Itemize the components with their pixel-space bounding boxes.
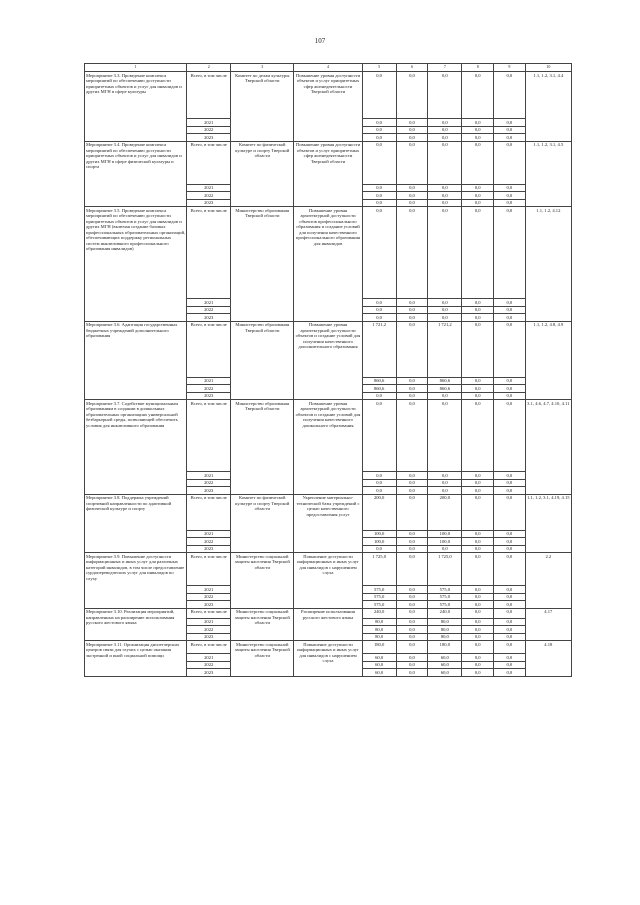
funding-value: 575,0 bbox=[428, 586, 462, 594]
funding-value: 0,0 bbox=[396, 321, 428, 377]
funding-value: 0,0 bbox=[396, 299, 428, 307]
funding-value: 0,0 bbox=[396, 661, 428, 669]
funding-value: 0,0 bbox=[428, 392, 462, 400]
measure-name: Мероприятие 3.9. Повышение доступности информационных и иных услуг для различных категорий инвалидов, в том числе предоставление сурдопереводческих услуг для инвалидов по слуху bbox=[85, 553, 187, 609]
column-number-row bbox=[85, 64, 572, 72]
measure-indicators: 1.1, 1.2, 3.1, 4.19, 4.15 bbox=[525, 494, 571, 553]
funding-value: 0,0 bbox=[494, 601, 526, 609]
measure-executor: Министерство образования Тверской области bbox=[231, 400, 294, 495]
year-label: 2022 bbox=[187, 626, 231, 634]
column-number: 8 bbox=[462, 64, 494, 72]
total-label: Всего, в том числе bbox=[187, 608, 231, 618]
column-number: 2 bbox=[187, 64, 231, 72]
measure-name: Мероприятие 3.10. Реализация мероприятий, направленных на расширение использования русского жестового языка bbox=[85, 608, 187, 641]
funding-value: 0,0 bbox=[362, 487, 396, 495]
measure-indicators: 1.1, 1.2, 4.12 bbox=[525, 207, 571, 322]
funding-value: 0,0 bbox=[494, 586, 526, 594]
funding-value: 0,0 bbox=[462, 669, 494, 677]
year-label: 2022 bbox=[187, 593, 231, 601]
total-label: Всего, в том числе bbox=[187, 321, 231, 377]
funding-value: 0,0 bbox=[462, 487, 494, 495]
year-label: 2023 bbox=[187, 633, 231, 641]
funding-value: 200,0 bbox=[362, 494, 396, 530]
funding-value: 0,0 bbox=[462, 494, 494, 530]
measure-row bbox=[85, 641, 572, 654]
funding-value: 0,0 bbox=[362, 207, 396, 299]
funding-value: 0,0 bbox=[494, 299, 526, 307]
funding-value: 0,0 bbox=[462, 314, 494, 322]
measure-name: Мероприятие 3.7. Содействие муниципальным образованиям в создании в дошкольных образовательных организациях универсальной безбарьерной среды, позволяющей обеспечить условия для инклюзивного образования bbox=[85, 400, 187, 495]
measure-result: Повышение уровня архитектурной доступности объектов и создание условий для получения качественного дополнительного образования bbox=[294, 321, 362, 400]
funding-value: 0,0 bbox=[494, 553, 526, 586]
funding-value: 0,0 bbox=[462, 72, 494, 119]
funding-value: 0,0 bbox=[428, 184, 462, 192]
funding-value: 0,0 bbox=[396, 392, 428, 400]
funding-value: 0,0 bbox=[396, 119, 428, 127]
measure-result: Укрепление материально-технической базы учреждений с целью качественного предоставления услуг bbox=[294, 494, 362, 553]
funding-value: 0,0 bbox=[462, 207, 494, 299]
funding-value: 0,0 bbox=[362, 472, 396, 480]
funding-value: 0,0 bbox=[428, 479, 462, 487]
column-number: 4 bbox=[294, 64, 362, 72]
funding-value: 80,0 bbox=[362, 633, 396, 641]
funding-value: 0,0 bbox=[396, 669, 428, 677]
funding-value: 0,0 bbox=[494, 199, 526, 207]
total-label: Всего, в том числе bbox=[187, 641, 231, 654]
measure-row bbox=[85, 553, 572, 586]
measure-executor: Комитет по физической культуре и спорту Тверской области bbox=[231, 494, 294, 553]
funding-value: 1 721,2 bbox=[362, 321, 396, 377]
funding-value: 0,0 bbox=[462, 633, 494, 641]
year-label: 2021 bbox=[187, 472, 231, 480]
funding-value: 0,0 bbox=[396, 141, 428, 184]
funding-value: 0,0 bbox=[462, 184, 494, 192]
funding-value: 0,0 bbox=[494, 661, 526, 669]
measure-executor: Министерство образования Тверской области bbox=[231, 321, 294, 400]
funding-value: 0,0 bbox=[462, 601, 494, 609]
funding-value: 0,0 bbox=[494, 392, 526, 400]
funding-value: 0,0 bbox=[494, 654, 526, 662]
year-label: 2023 bbox=[187, 545, 231, 553]
funding-value: 0,0 bbox=[494, 487, 526, 495]
funding-value: 0,0 bbox=[462, 126, 494, 134]
funding-value: 80,0 bbox=[428, 633, 462, 641]
funding-value: 0,0 bbox=[396, 126, 428, 134]
funding-value: 0,0 bbox=[462, 472, 494, 480]
funding-value: 0,0 bbox=[428, 299, 462, 307]
year-label: 2021 bbox=[187, 530, 231, 538]
funding-value: 860,6 bbox=[362, 385, 396, 393]
column-number: 6 bbox=[396, 64, 428, 72]
funding-value: 0,0 bbox=[396, 608, 428, 618]
funding-value: 0,0 bbox=[462, 392, 494, 400]
funding-value: 0,0 bbox=[396, 538, 428, 546]
funding-value: 0,0 bbox=[362, 72, 396, 119]
measure-row bbox=[85, 400, 572, 472]
year-label: 2022 bbox=[187, 538, 231, 546]
funding-value: 240,0 bbox=[428, 608, 462, 618]
funding-value: 0,0 bbox=[494, 119, 526, 127]
funding-value: 0,0 bbox=[396, 586, 428, 594]
measure-executor: Министерство социальной защиты населения Тверской области bbox=[231, 608, 294, 641]
funding-value: 0,0 bbox=[494, 306, 526, 314]
funding-value: 0,0 bbox=[462, 553, 494, 586]
funding-value: 1 721,2 bbox=[428, 321, 462, 377]
measure-row bbox=[85, 321, 572, 377]
measure-result: Повышение уровня архитектурной доступности объектов профессионального образования и создание условий для получения качественного профессионального образования для инвалидов bbox=[294, 207, 362, 322]
year-label: 2023 bbox=[187, 487, 231, 495]
year-label: 2021 bbox=[187, 377, 231, 385]
funding-value: 80,0 bbox=[428, 618, 462, 626]
funding-value: 80,0 bbox=[362, 626, 396, 634]
funding-value: 0,0 bbox=[462, 199, 494, 207]
funding-value: 0,0 bbox=[494, 494, 526, 530]
funding-value: 0,0 bbox=[362, 299, 396, 307]
funding-value: 100,0 bbox=[362, 530, 396, 538]
measure-executor: Министерство социальной защиты населения Тверской области bbox=[231, 553, 294, 609]
funding-value: 0,0 bbox=[396, 530, 428, 538]
funding-value: 60,0 bbox=[428, 654, 462, 662]
funding-value: 0,0 bbox=[396, 641, 428, 654]
funding-value: 0,0 bbox=[396, 184, 428, 192]
funding-value: 0,0 bbox=[362, 479, 396, 487]
funding-value: 0,0 bbox=[428, 126, 462, 134]
funding-value: 0,0 bbox=[362, 545, 396, 553]
funding-value: 0,0 bbox=[428, 306, 462, 314]
measure-name: Мероприятие 3.8. Поддержка учреждений спортивной направленности по адаптивной физической культуре и спорту bbox=[85, 494, 187, 553]
funding-value: 0,0 bbox=[462, 479, 494, 487]
funding-value: 0,0 bbox=[396, 385, 428, 393]
funding-value: 0,0 bbox=[362, 392, 396, 400]
funding-value: 0,0 bbox=[428, 134, 462, 142]
funding-value: 0,0 bbox=[396, 192, 428, 200]
funding-value: 0,0 bbox=[428, 472, 462, 480]
funding-value: 0,0 bbox=[396, 601, 428, 609]
year-label: 2022 bbox=[187, 306, 231, 314]
year-label: 2022 bbox=[187, 126, 231, 134]
funding-value: 0,0 bbox=[462, 299, 494, 307]
funding-value: 0,0 bbox=[494, 314, 526, 322]
measure-indicators: 4.17 bbox=[525, 608, 571, 641]
year-label: 2022 bbox=[187, 385, 231, 393]
funding-value: 0,0 bbox=[396, 494, 428, 530]
funding-value: 0,0 bbox=[428, 400, 462, 472]
measure-indicators: 1.1, 1.2, 3.1, 4.4 bbox=[525, 72, 571, 142]
funding-value: 0,0 bbox=[462, 385, 494, 393]
funding-value: 0,0 bbox=[494, 593, 526, 601]
year-label: 2021 bbox=[187, 618, 231, 626]
page-number: 107 bbox=[314, 37, 326, 45]
funding-value: 180,0 bbox=[362, 641, 396, 654]
funding-value: 0,0 bbox=[396, 306, 428, 314]
funding-value: 0,0 bbox=[494, 479, 526, 487]
measure-row bbox=[85, 141, 572, 184]
year-label: 2023 bbox=[187, 199, 231, 207]
funding-value: 575,0 bbox=[362, 593, 396, 601]
measure-row bbox=[85, 494, 572, 530]
funding-value: 60,0 bbox=[362, 661, 396, 669]
funding-value: 1 725,0 bbox=[362, 553, 396, 586]
measure-executor: Министерство социальной защиты населения Тверской области bbox=[231, 641, 294, 677]
funding-value: 0,0 bbox=[494, 377, 526, 385]
funding-value: 0,0 bbox=[462, 661, 494, 669]
funding-value: 0,0 bbox=[494, 134, 526, 142]
funding-value: 0,0 bbox=[494, 530, 526, 538]
funding-value: 80,0 bbox=[428, 626, 462, 634]
funding-value: 0,0 bbox=[396, 377, 428, 385]
funding-value: 0,0 bbox=[494, 538, 526, 546]
measure-result: Повышение уровня архитектурной доступности объектов и создание условий для получения качественного дошкольного образования bbox=[294, 400, 362, 495]
year-label: 2021 bbox=[187, 299, 231, 307]
funding-value: 0,0 bbox=[428, 199, 462, 207]
funding-value: 0,0 bbox=[494, 72, 526, 119]
funding-value: 100,0 bbox=[428, 530, 462, 538]
funding-value: 575,0 bbox=[428, 601, 462, 609]
measure-name: Мероприятие 3.5. Проведение комплекса мероприятий по обеспечению доступности приоритетных объектов и услуг для инвалидов и других МГН (включая создание базовых профессиональных образовательных организаций, обеспечивающих поддержку региональных систем инклюзивного профессионального образования инвалидов) bbox=[85, 207, 187, 322]
funding-value: 0,0 bbox=[396, 400, 428, 472]
funding-value: 0,0 bbox=[428, 72, 462, 119]
funding-value: 180,0 bbox=[428, 641, 462, 654]
funding-value: 0,0 bbox=[462, 626, 494, 634]
total-label: Всего, в том числе bbox=[187, 400, 231, 472]
funding-value: 0,0 bbox=[494, 669, 526, 677]
measure-indicators: 4.18 bbox=[525, 641, 571, 677]
measure-indicators: 3.1, 4.6, 4.7, 4.10, 4.11 bbox=[525, 400, 571, 495]
funding-value: 0,0 bbox=[462, 119, 494, 127]
funding-value: 0,0 bbox=[396, 487, 428, 495]
funding-value: 0,0 bbox=[494, 545, 526, 553]
year-label: 2021 bbox=[187, 119, 231, 127]
funding-value: 0,0 bbox=[462, 586, 494, 594]
measures-table bbox=[84, 63, 572, 677]
column-number: 9 bbox=[494, 64, 526, 72]
funding-value: 0,0 bbox=[494, 633, 526, 641]
measure-executor: Комитет по физической культуре и спорту Тверской области bbox=[231, 141, 294, 207]
funding-value: 0,0 bbox=[428, 119, 462, 127]
funding-value: 0,0 bbox=[494, 608, 526, 618]
measure-name: Мероприятие 3.3. Проведение комплекса мероприятий по обеспечению доступности приоритетных объектов и услуг для инвалидов и других МГН в сфере культуры bbox=[85, 72, 187, 142]
column-number: 3 bbox=[231, 64, 294, 72]
funding-value: 860,6 bbox=[428, 385, 462, 393]
funding-value: 60,0 bbox=[362, 654, 396, 662]
measure-name: Мероприятие 3.6. Адаптация государственных бюджетных учреждений дополнительного образования bbox=[85, 321, 187, 400]
year-label: 2023 bbox=[187, 392, 231, 400]
funding-value: 0,0 bbox=[462, 141, 494, 184]
measure-result: Повышение уровня доступности объектов и услуг приоритетных сфер жизнедеятельности Тверской области bbox=[294, 141, 362, 207]
funding-value: 0,0 bbox=[362, 141, 396, 184]
funding-value: 0,0 bbox=[462, 530, 494, 538]
funding-value: 0,0 bbox=[428, 545, 462, 553]
funding-value: 0,0 bbox=[462, 306, 494, 314]
funding-value: 0,0 bbox=[494, 641, 526, 654]
column-number: 5 bbox=[362, 64, 396, 72]
funding-value: 0,0 bbox=[396, 199, 428, 207]
measure-row bbox=[85, 72, 572, 119]
funding-value: 0,0 bbox=[396, 72, 428, 119]
funding-value: 0,0 bbox=[428, 314, 462, 322]
funding-value: 575,0 bbox=[362, 586, 396, 594]
total-label: Всего, в том числе bbox=[187, 553, 231, 586]
funding-value: 860,6 bbox=[362, 377, 396, 385]
measure-indicators: 2.2 bbox=[525, 553, 571, 609]
funding-value: 60,0 bbox=[428, 661, 462, 669]
funding-value: 0,0 bbox=[462, 538, 494, 546]
funding-value: 0,0 bbox=[362, 199, 396, 207]
funding-value: 200,0 bbox=[428, 494, 462, 530]
funding-value: 0,0 bbox=[462, 618, 494, 626]
funding-value: 0,0 bbox=[396, 654, 428, 662]
funding-value: 0,0 bbox=[462, 654, 494, 662]
funding-value: 860,6 bbox=[428, 377, 462, 385]
measure-indicators: 1.1, 1.2, 4.8, 4.9 bbox=[525, 321, 571, 400]
funding-value: 60,0 bbox=[428, 669, 462, 677]
funding-value: 0,0 bbox=[462, 641, 494, 654]
funding-value: 0,0 bbox=[362, 184, 396, 192]
total-label: Всего, в том числе bbox=[187, 72, 231, 119]
funding-value: 0,0 bbox=[396, 626, 428, 634]
funding-value: 0,0 bbox=[428, 192, 462, 200]
year-label: 2021 bbox=[187, 586, 231, 594]
measure-row bbox=[85, 608, 572, 618]
funding-value: 0,0 bbox=[494, 472, 526, 480]
total-label: Всего, в том числе bbox=[187, 207, 231, 299]
total-label: Всего, в том числе bbox=[187, 494, 231, 530]
funding-value: 0,0 bbox=[462, 400, 494, 472]
funding-value: 0,0 bbox=[362, 126, 396, 134]
funding-value: 0,0 bbox=[428, 141, 462, 184]
column-number: 7 bbox=[428, 64, 462, 72]
funding-value: 0,0 bbox=[462, 377, 494, 385]
measure-name: Мероприятие 3.11. Организация диспетчерских центров связи для глухих с целью оказания экстренной и иной социальной помощи bbox=[85, 641, 187, 677]
funding-value: 0,0 bbox=[362, 192, 396, 200]
year-label: 2023 bbox=[187, 134, 231, 142]
measure-name: Мероприятие 3.4. Проведение комплекса мероприятий по обеспечению доступности приоритетных объектов и услуг для инвалидов и других МГН в сфере физической культуры и спорта bbox=[85, 141, 187, 207]
funding-value: 0,0 bbox=[362, 119, 396, 127]
year-label: 2022 bbox=[187, 192, 231, 200]
funding-value: 0,0 bbox=[396, 472, 428, 480]
funding-value: 100,0 bbox=[428, 538, 462, 546]
year-label: 2021 bbox=[187, 184, 231, 192]
year-label: 2023 bbox=[187, 314, 231, 322]
funding-value: 0,0 bbox=[462, 192, 494, 200]
funding-value: 0,0 bbox=[362, 306, 396, 314]
year-label: 2023 bbox=[187, 601, 231, 609]
funding-value: 240,0 bbox=[362, 608, 396, 618]
funding-value: 0,0 bbox=[396, 593, 428, 601]
funding-value: 0,0 bbox=[462, 593, 494, 601]
year-label: 2023 bbox=[187, 669, 231, 677]
column-number: 1 bbox=[85, 64, 187, 72]
total-label: Всего, в том числе bbox=[187, 141, 231, 184]
funding-value: 0,0 bbox=[494, 385, 526, 393]
funding-value: 575,0 bbox=[428, 593, 462, 601]
funding-value: 60,0 bbox=[362, 669, 396, 677]
funding-value: 0,0 bbox=[494, 321, 526, 377]
measure-indicators: 1.1, 1.2, 3.1, 4.5 bbox=[525, 141, 571, 207]
funding-value: 0,0 bbox=[494, 141, 526, 184]
funding-value: 100,0 bbox=[362, 538, 396, 546]
funding-value: 0,0 bbox=[396, 633, 428, 641]
funding-value: 0,0 bbox=[396, 134, 428, 142]
funding-value: 0,0 bbox=[462, 134, 494, 142]
funding-value: 0,0 bbox=[362, 400, 396, 472]
measure-result: Расширение использования русского жестового языка bbox=[294, 608, 362, 641]
measure-executor: Министерство образования Тверской области bbox=[231, 207, 294, 322]
funding-value: 0,0 bbox=[462, 608, 494, 618]
funding-value: 0,0 bbox=[462, 321, 494, 377]
measure-result: Повышение уровня доступности объектов и услуг приоритетных сфер жизнедеятельности Тверской области bbox=[294, 72, 362, 142]
funding-value: 575,0 bbox=[362, 601, 396, 609]
funding-value: 0,0 bbox=[494, 626, 526, 634]
measure-result: Повышение доступности информационных и иных услуг для инвалидов с нарушением слуха bbox=[294, 641, 362, 677]
year-label: 2022 bbox=[187, 661, 231, 669]
funding-value: 0,0 bbox=[494, 618, 526, 626]
funding-value: 0,0 bbox=[396, 545, 428, 553]
measure-result: Повышение доступности информационных и иных услуг для инвалидов с нарушением слуха bbox=[294, 553, 362, 609]
funding-value: 0,0 bbox=[494, 126, 526, 134]
funding-value: 0,0 bbox=[362, 314, 396, 322]
funding-value: 0,0 bbox=[494, 400, 526, 472]
funding-value: 0,0 bbox=[396, 479, 428, 487]
funding-value: 0,0 bbox=[428, 487, 462, 495]
funding-value: 0,0 bbox=[396, 314, 428, 322]
column-number: 10 bbox=[525, 64, 571, 72]
funding-value: 0,0 bbox=[362, 134, 396, 142]
funding-value: 0,0 bbox=[396, 553, 428, 586]
funding-value: 1 725,0 bbox=[428, 553, 462, 586]
funding-value: 0,0 bbox=[462, 545, 494, 553]
measure-executor: Комитет по делам культуры Тверской области bbox=[231, 72, 294, 142]
funding-value: 0,0 bbox=[494, 192, 526, 200]
year-label: 2021 bbox=[187, 654, 231, 662]
funding-value: 0,0 bbox=[428, 207, 462, 299]
measure-row bbox=[85, 207, 572, 299]
funding-value: 80,0 bbox=[362, 618, 396, 626]
year-label: 2022 bbox=[187, 479, 231, 487]
funding-value: 0,0 bbox=[494, 184, 526, 192]
funding-value: 0,0 bbox=[396, 207, 428, 299]
funding-value: 0,0 bbox=[494, 207, 526, 299]
funding-value: 0,0 bbox=[396, 618, 428, 626]
